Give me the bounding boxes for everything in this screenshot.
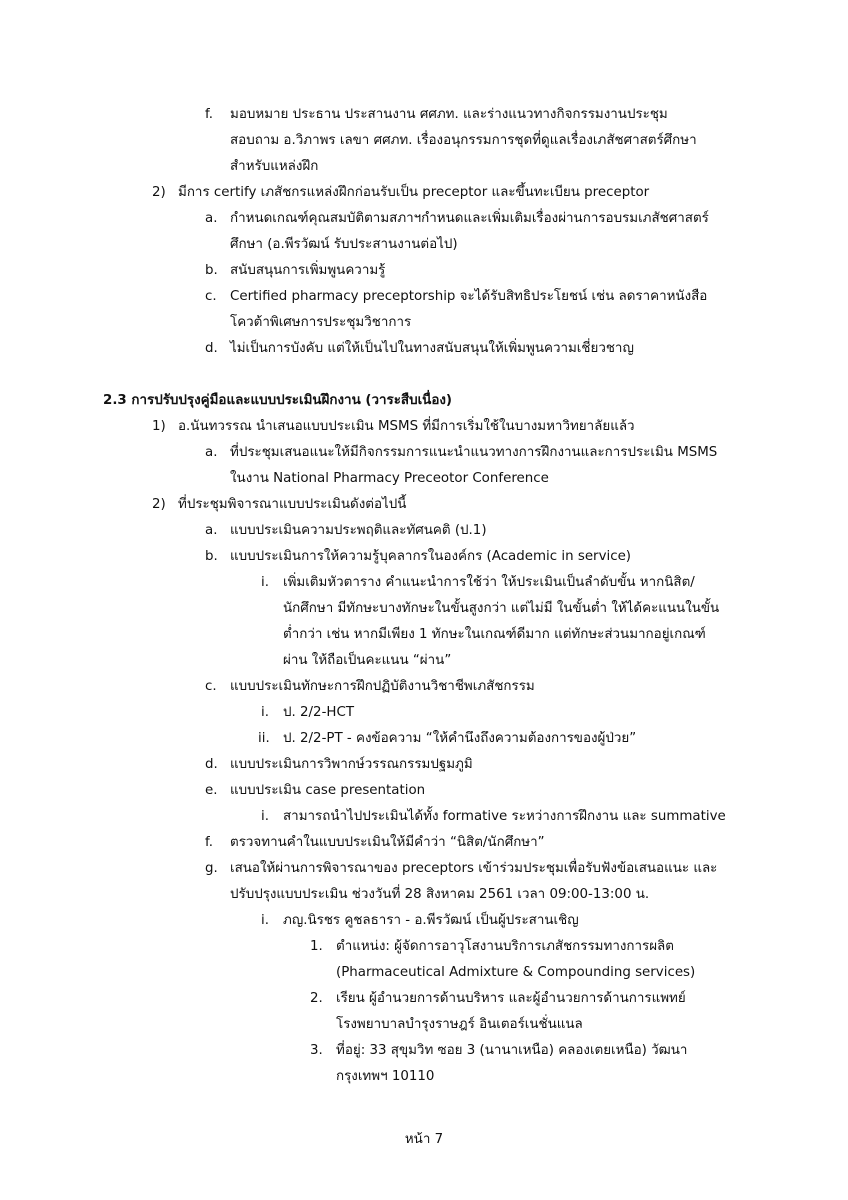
list-marker: b. xyxy=(205,549,218,564)
list-marker: ii. xyxy=(258,731,270,746)
list-item-text: ศึกษา (อ.พีรวัฒน์ รับประสานงานต่อไป) xyxy=(230,237,458,252)
list-marker: a. xyxy=(205,445,218,460)
list-item-text: โรงพยาบาลบำรุงราษฎร์ อินเตอร์เนชั่นแนล xyxy=(336,1017,583,1032)
list-marker: 2) xyxy=(152,497,166,512)
list-marker: i. xyxy=(261,913,269,928)
list-marker: 3. xyxy=(310,1043,323,1058)
list-item-text: แบบประเมินการวิพากษ์วรรณกรรมปฐมภูมิ xyxy=(230,757,473,772)
list-item-text: ในงาน National Pharmacy Preceotor Conference xyxy=(230,471,549,486)
list-marker: c. xyxy=(205,289,217,304)
list-item-text: แบบประเมินความประพฤติและทัศนคติ (ป.1) xyxy=(230,523,487,538)
list-marker: b. xyxy=(205,263,218,278)
list-marker: d. xyxy=(205,757,218,772)
list-marker: 1. xyxy=(310,939,323,954)
list-item-text: เสนอให้ผ่านการพิจารณาของ preceptors เข้าร่วมประชุมเพื่อรับฟังข้อเสนอแนะ และ xyxy=(230,861,718,876)
list-item-text: ภญ.นิรชร คูชลธารา - อ.พีรวัฒน์ เป็นผู้ประสานเชิญ xyxy=(283,913,579,928)
section-heading: 2.3 การปรับปรุงคู่มือและแบบประเมินฝึกงาน (วาระสืบเนื่อง) xyxy=(103,393,453,408)
list-item-text: สามารถนำไปประเมินได้ทั้ง formative ระหว่างการฝึกงาน และ summative xyxy=(283,809,726,824)
list-item-text: ที่อยู่: 33 สุขุมวิท ซอย 3 (นานาเหนือ) คลองเตยเหนือ) วัฒนา xyxy=(336,1043,688,1058)
list-marker: e. xyxy=(205,783,218,798)
list-marker: c. xyxy=(205,679,217,694)
list-marker: 2. xyxy=(310,991,323,1006)
list-item-text: สอบถาม อ.วิภาพร เลขา ศศภท. เรื่องอนุกรรมการชุดที่ดูแลเรื่องเภสัชศาสตร์ศึกษา xyxy=(230,133,697,148)
list-item-text: สำหรับแหล่งฝึก xyxy=(230,159,319,174)
list-marker: 1) xyxy=(152,419,166,434)
list-item-text: ตำแหน่ง: ผู้จัดการอาวุโสงานบริการเภสัชกรรมทางการผลิต xyxy=(336,939,674,954)
list-item-text: นักศึกษา มีทักษะบางทักษะในขั้นสูงกว่า แต่ไม่มี ในขั้นต่ำ ให้ได้คะแนนในขั้น xyxy=(283,601,720,616)
list-item-text: โควต้าพิเศษการประชุมวิชาการ xyxy=(230,315,412,330)
list-item-text: กรุงเทพฯ 10110 xyxy=(336,1069,435,1084)
list-item-text: อ.นันทวรรณ นำเสนอแบบประเมิน MSMS ที่มีการเริ่มใช้ในบางมหาวิทยาลัยแล้ว xyxy=(178,419,635,434)
page-number: หน้า 7 xyxy=(404,1132,444,1147)
list-item-text: เรียน ผู้อำนวยการด้านบริหาร และผู้อำนวยการด้านการแพทย์ xyxy=(336,991,686,1006)
list-marker: 2) xyxy=(152,185,166,200)
list-item-text: สนับสนุนการเพิ่มพูนความรู้ xyxy=(230,263,386,278)
list-item-text: ต่ำกว่า เช่น หากมีเพียง 1 ทักษะในเกณฑ์ดีมาก แต่ทักษะส่วนมากอยู่เกณฑ์ xyxy=(283,627,706,642)
list-marker: i. xyxy=(261,575,269,590)
list-item-text: แบบประเมิน case presentation xyxy=(230,783,426,798)
list-item-text: ตรวจทานคำในแบบประเมินให้มีคำว่า “นิสิต/นักศึกษา” xyxy=(230,835,545,850)
list-marker: i. xyxy=(261,705,269,720)
list-marker: g. xyxy=(205,861,218,876)
list-item-text: ผ่าน ให้ถือเป็นคะแนน “ผ่าน” xyxy=(283,653,452,668)
list-marker: a. xyxy=(205,523,218,538)
list-item-text: กำหนดเกณฑ์คุณสมบัติตามสภาฯกำหนดและเพิ่มเติมเรื่องผ่านการอบรมเภสัชศาสตร์ xyxy=(230,211,709,226)
list-marker: f. xyxy=(205,107,213,122)
list-marker: i. xyxy=(261,809,269,824)
list-item-text: ปรับปรุงแบบประเมิน ช่วงวันที่ 28 สิงหาคม 2561 เวลา 09:00-13:00 น. xyxy=(230,887,650,902)
list-item-text: ที่ประชุมพิจารณาแบบประเมินดังต่อไปนี้ xyxy=(178,497,407,512)
list-item-text: ป. 2/2-PT - คงข้อความ “ให้คำนึงถึงความต้องการของผู้ป่วย” xyxy=(283,731,637,746)
list-item-text: Certified pharmacy preceptorship จะได้รับสิทธิประโยชน์ เช่น ลดราคาหนังสือ xyxy=(230,289,708,304)
list-marker: d. xyxy=(205,341,218,356)
list-marker: a. xyxy=(205,211,218,226)
list-item-text: แบบประเมินทักษะการฝึกปฏิบัติงานวิชาชีพเภสัชกรรม xyxy=(230,679,535,694)
list-item-text: เพิ่มเติมหัวตาราง คำแนะนำการใช้ว่า ให้ประเมินเป็นลำดับขั้น หากนิสิต/ xyxy=(283,575,695,590)
list-item-text: แบบประเมินการให้ความรู้บุคลากรในองค์กร (Academic in service) xyxy=(230,549,632,564)
list-item-text: ป. 2/2-HCT xyxy=(283,705,354,720)
list-marker: f. xyxy=(205,835,213,850)
list-item-text: มีการ certify เภสัชกรแหล่งฝึกก่อนรับเป็น preceptor และขึ้นทะเบียน preceptor xyxy=(178,185,650,200)
list-item-text: ที่ประชุมเสนอแนะให้มีกิจกรรมการแนะนำแนวทางการฝึกงานและการประเมิน MSMS xyxy=(230,445,718,460)
list-item-text: (Pharmaceutical Admixture & Compounding services) xyxy=(336,965,696,980)
list-item-text: มอบหมาย ประธาน ประสานงาน ศศภท. และร่างแนวทางกิจกรรมงานประชุม xyxy=(230,107,668,122)
list-item-text: ไม่เป็นการบังคับ แต่ให้เป็นไปในทางสนับสนุนให้เพิ่มพูนความเชี่ยวชาญ xyxy=(230,341,634,356)
